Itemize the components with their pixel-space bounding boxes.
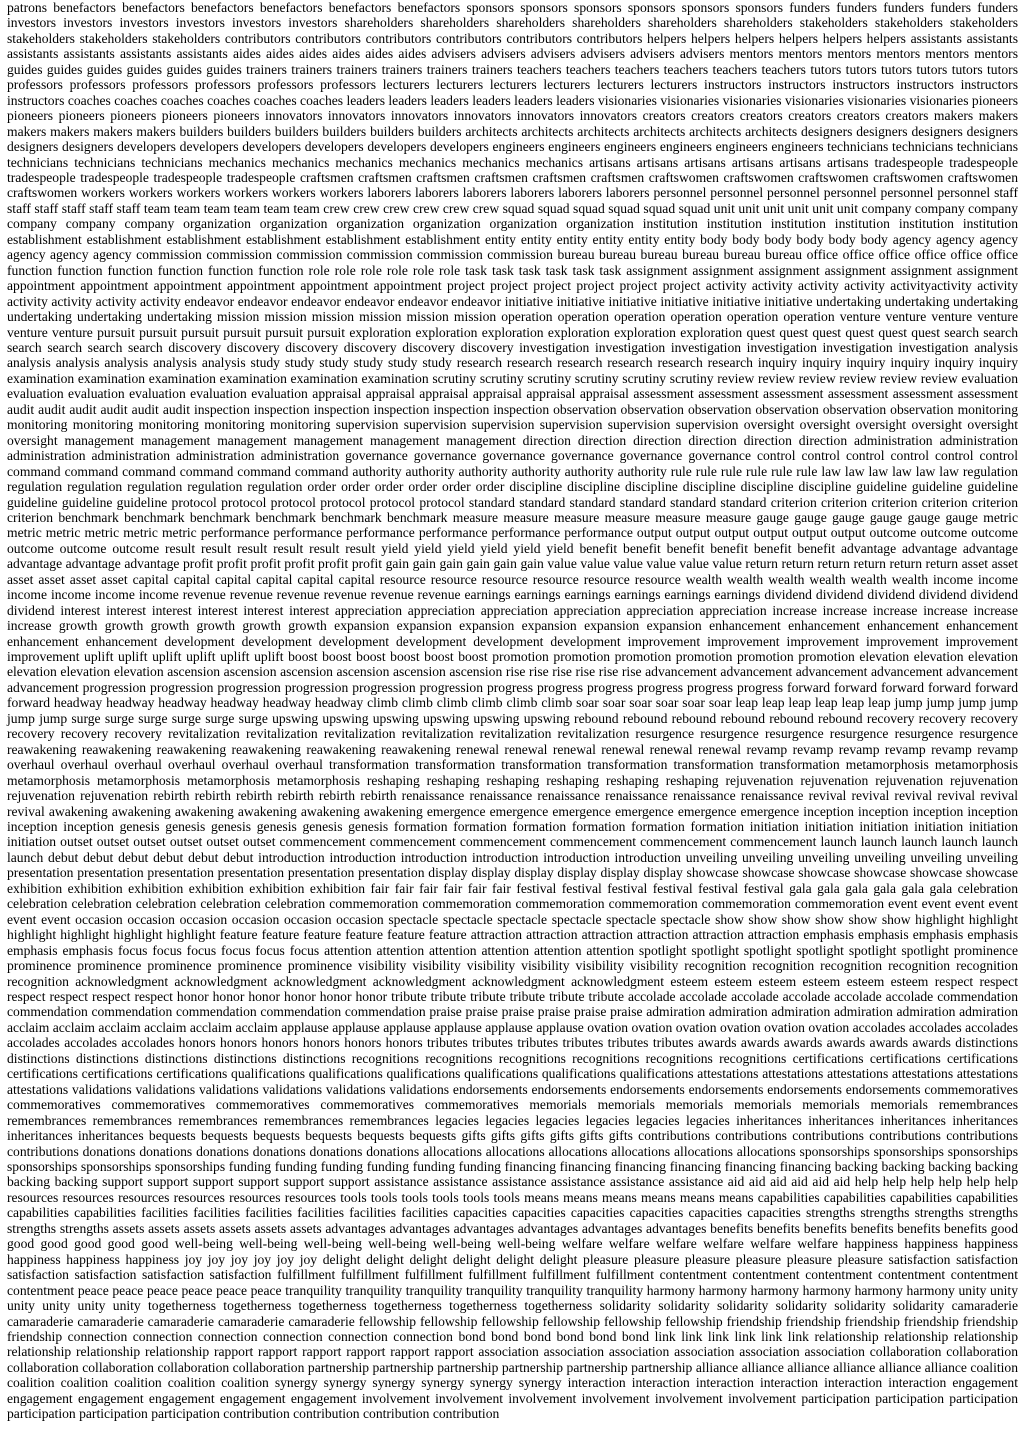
body-text: patrons benefactors benefactors benefactors benefactors benefactors benefactors sponsors sponsors sponsors sponsors sponsors sponsors funders funders funders funders funders investors investors investors investors investors investors shareholders shareholders shareholders shareholders shareholders shareholders stakeholders stakeholders stakeholders stakeholders stakeholders stakeholders contributors contributors contributors contributors contributors contributors helpers helpers helpers helpers helpers helpers assistants assistants assistants assistants assistants assistants aides aides aides aides aides aides advisers advisers advisers advisers advisers advisers mentors mentors mentors mentors mentors mentors guides guides guides guides guides guides trainers trainers trainers trainers trainers trainers teachers teachers teachers teachers teachers teachers tutors tutors tutors tutors tutors tutors professors professors professors professors professors professors lecturers lecturers lecturers lecturers lecturers lecturers instructors instructors instructors instructors instructors instructors coaches coaches coaches coaches coaches coaches leaders leaders leaders leaders leaders leaders visionaries visionaries visionaries visionaries visionaries visionaries pioneers pioneers pioneers pioneers pioneers pioneers innovators innovators innovators innovators innovators innovators creators creators creators creators creators creators makers makers makers makers makers makers builders builders builders builders builders builders architects architects architects architects architects architects designers designers designers designers designers designers developers developers developers developers developers developers engineers engineers engineers engineers engineers engineers technicians technicians technicians technicians technicians technicians mechanics mechanics mechanics mechanics mechanics mechanics artisans artisans artisans artisans artisans artisans tradespeople tradespeople tradespeople tradespeople tradespeople tradespeople craftsmen craftsmen craftsmen craftsmen craftsmen craftsmen craftswomen craftswomen craftswomen craftswomen craftswomen craftswomen workers workers workers workers workers workers laborers laborers laborers laborers laborers laborers personnel personnel personnel personnel personnel personnel staff staff staff staff staff staff team team team team team team crew crew crew crew crew crew squad squad squad squad squad squad unit unit unit unit unit unit company company company company company company organization organization organization organization organization organization institution institution institution institution institution institution establishment establishment establishment establishment establishment establishment entity entity entity entity entity entity body body body body body body agency agency agency agency agency agency commission commission commission commission commission commission bureau bureau bureau bureau bureau bureau office office office office office office function function function function function function role role role role role role task task task task task task assignment assignment assignment assignment assignment assignment appointment appointment appointment appointment appointment appointment project project project project project project activity activity activity activity activityactivity activity activity activity activity activity endeavor endeavor endeavor endeavor endeavor endeavor initiative initiative initiative initiative initiative initiative undertaking undertaking undertaking undertaking undertaking undertaking mission mission mission mission mission mission operation operation operation operation operation operation venture venture venture venture venture venture pursuit pursuit pursuit pursuit pursuit pursuit exploration exploration exploration exploration exploration exploration quest quest quest quest quest quest search search search search search search discovery discovery discovery discovery discovery discovery investigation investigation investigation investigation investigation investigation analysis analysis analysis analysis analysis analysis study study study study study study research research research research research research inquiry inquiry inquiry inquiry inquiry inquiry examination examination examination examination examination examination scrutiny scrutiny scrutiny scrutiny scrutiny scrutiny review review review review review review evaluation evaluation evaluation evaluation evaluation evaluation appraisal appraisal appraisal appraisal appraisal appraisal assessment assessment assessment assessment assessment assessment audit audit audit audit audit audit inspection inspection inspection inspection inspection inspection observation observation observation observation observation observation monitoring monitoring monitoring monitoring monitoring monitoring supervision supervision supervision supervision supervision supervision oversight oversight oversight oversight oversight oversight management management management management management management direction direction direction direction direction direction administration administration administration administration administration administration governance governance governance governance governance governance control control control control control control command command command command command command authority authority authority authority authority authority rule rule rule rule rule rule law law law law law law regulation regulation regulation regulation regulation regulation order order order order order order discipline discipline discipline discipline discipline discipline guideline guideline guideline guideline guideline guideline protocol protocol protocol protocol protocol protocol standard standard standard standard standard standard criterion criterion criterion criterion criterion criterion benchmark benchmark benchmark benchmark benchmark benchmark measure measure measure measure measure measure gauge gauge gauge gauge gauge gauge metric metric metric metric metric metric performance performance performance performance performance performance output output output output output output outcome outcome outcome outcome outcome outcome result result result result result result yield yield yield yield yield yield benefit benefit benefit benefit benefit benefit advantage advantage advantage advantage advantage advantage profit profit profit profit profit profit gain gain gain gain gain gain value value value value value value return return return return return return asset asset asset asset asset asset capital capital capital capital capital capital resource resource resource resource resource resource wealth wealth wealth wealth wealth wealth income income income income income income revenue revenue revenue revenue revenue revenue earnings earnings earnings earnings earnings earnings dividend dividend dividend dividend dividend dividend interest interest interest interest interest interest appreciation appreciation appreciation appreciation appreciation appreciation increase increase increase increase increase increase growth growth growth growth growth growth expansion expansion expansion expansion expansion expansion enhancement enhancement enhancement enhancement enhancement enhancement development development development development development development improvement improvement improvement improvement improvement improvement uplift uplift uplift uplift uplift uplift boost boost boost boost boost boost promotion promotion promotion promotion promotion promotion elevation elevation elevation elevation elevation elevation ascension ascension ascension ascension ascension ascension rise rise rise rise rise rise advancement advancement advancement advancement advancement advancement progression progression progression progression progression progression progress progress progress progress progress progress forward forward forward forward forward forward headway headway headway headway headway headway climb climb climb climb climb climb soar soar soar soar soar soar leap leap leap leap leap leap jump jump jump jump jump jump surge surge surge surge surge surge upswing upswing upswing upswing upswing upswing rebound rebound rebound rebound rebound rebound recovery recovery recovery recovery recovery recovery revitalization revitalization revitalization revitalization revitalization revitalization resurgence resurgence resurgence resurgence resurgence resurgence reawakening reawakening reawakening reawakening reawakening reawakening renewal renewal renewal renewal renewal renewal revamp revamp revamp revamp revamp revamp overhaul overhaul overhaul overhaul overhaul overhaul transformation transformation transformation transformation transformation transformation metamorphosis metamorphosis metamorphosis metamorphosis metamorphosis metamorphosis reshaping reshaping reshaping reshaping reshaping reshaping rejuvenation rejuvenation rejuvenation rejuvenation rejuvenation rejuvenation rebirth rebirth rebirth rebirth rebirth rebirth renaissance renaissance renaissance renaissance renaissance renaissance revival revival revival revival revival revival awakening awakening awakening awakening awakening awakening emergence emergence emergence emergence emergence emergence inception inception inception inception inception inception genesis genesis genesis genesis genesis genesis formation formation formation formation formation formation initiation initiation initiation initiation initiation initiation outset outset outset outset outset outset commencement commencement commencement commencement commencement commencement launch launch launch launch launch launch debut debut debut debut debut debut introduction introduction introduction introduction introduction introduction unveiling unveiling unveiling unveiling unveiling unveiling presentation presentation presentation presentation presentation presentation display display display display display display showcase showcase showcase showcase showcase showcase exhibition exhibition exhibition exhibition exhibition exhibition fair fair fair fair fair fair festival festival festival festival festival festival gala gala gala gala gala gala celebration celebration celebration celebration celebration celebration commemoration commemoration commemoration commemoration commemoration commemoration event event event event event event occasion occasion occasion occasion occasion occasion spectacle spectacle spectacle spectacle spectacle spectacle show show show show show show highlight highlight highlight highlight highlight highlight feature feature feature feature feature feature attraction attraction attraction attraction attraction attraction emphasis emphasis emphasis emphasis emphasis emphasis focus focus focus focus focus focus attention attention attention attention attention attention spotlight spotlight spotlight spotlight spotlight spotlight prominence prominence prominence prominence prominence prominence visibility visibility visibility visibility visibility visibility recognition recognition recognition recognition recognition recognition acknowledgment acknowledgment acknowledgment acknowledgment acknowledgment acknowledgment esteem esteem esteem esteem esteem esteem respect respect respect respect respect respect honor honor honor honor honor honor tribute tribute tribute tribute tribute tribute accolade accolade accolade accolade accolade accolade commendation commendation commendation commendation commendation commendation praise praise praise praise praise praise admiration admiration admiration admiration admiration admiration acclaim acclaim acclaim acclaim acclaim acclaim applause applause applause applause applause applause ovation ovation ovation ovation ovation ovation accolades accolades accolades accolades accolades accolades honors honors honors honors honors honors tributes tributes tributes tributes tributes tributes awards awards awards awards awards awards distinctions distinctions distinctions distinctions distinctions distinctions recognitions recognitions recognitions recognitions recognitions recognitions certifications certifications certifications certifications certifications certifications qualifications qualifications qualifications qualifications qualifications qualifications attestations attestations attestations attestations attestations attestations validations validations validations validations validations validations endorsements endorsements endorsements endorsements endorsements endorsements commemoratives commemoratives commemoratives commemoratives commemoratives commemoratives memorials memorials memorials memorials memorials memorials remembrances remembrances remembrances remembrances remembrances remembrances legacies legacies legacies legacies legacies legacies inheritances inheritances inheritances inheritances inheritances inheritances bequests bequests bequests bequests bequests bequests gifts gifts gifts gifts gifts gifts contributions contributions contributions contributions contributions contributions donations donations donations donations donations donations allocations allocations allocations allocations allocations allocations sponsorships sponsorships sponsorships sponsorships sponsorships sponsorships funding funding funding funding funding funding financing financing financing financing financing financing backing backing backing backing backing backing support support support support support support assistance assistance assistance assistance assistance assistance aid aid aid aid aid aid help help help help help help resources resources resources resources resources resources tools tools tools tools tools tools means means means means means means capabilities capabilities capabilities capabilities capabilities capabilities facilities facilities facilities facilities facilities facilities capacities capacities capacities capacities capacities capacities strengths strengths strengths strengths strengths strengths assets assets assets assets assets assets advantages advantages advantages advantages advantages advantages benefits benefits benefits benefits benefits benefits good good good good good good well-being well-being well-being well-being well-being well-being welfare welfare welfare welfare welfare welfare happiness happiness happiness happiness happiness happiness joy joy joy joy joy joy delight delight delight delight delight delight pleasure pleasure pleasure pleasure pleasure pleasure satisfaction satisfaction satisfaction satisfaction satisfaction satisfaction fulfillment fulfillment fulfillment fulfillment fulfillment fulfillment contentment contentment contentment contentment contentment contentment peace peace peace peace peace peace tranquility tranquility tranquility tranquility tranquility tranquility harmony harmony harmony harmony harmony harmony unity unity unity unity unity unity togetherness togetherness togetherness togetherness togetherness togetherness solidarity solidarity solidarity solidarity solidarity solidarity camaraderie camaraderie camaraderie camaraderie camaraderie camaraderie fellowship fellowship fellowship fellowship fellowship fellowship friendship friendship friendship friendship friendship friendship connection connection connection connection connection connection bond bond bond bond bond bond link link link link link link relationship relationship relationship relationship relationship relationship rapport rapport rapport rapport rapport rapport association association association association association association collaboration collaboration collaboration collaboration collaboration collaboration partnership partnership partnership partnership partnership partnership alliance alliance alliance alliance alliance alliance coalition coalition coalition coalition coalition coalition synergy synergy synergy synergy synergy synergy interaction interaction interaction interaction interaction interaction engagement engagement engagement engagement engagement engagement involvement involvement involvement involvement involvement involvement participation participation participation participation participation participation contribution contribution contribution contribution [7,0,1018,1422]
